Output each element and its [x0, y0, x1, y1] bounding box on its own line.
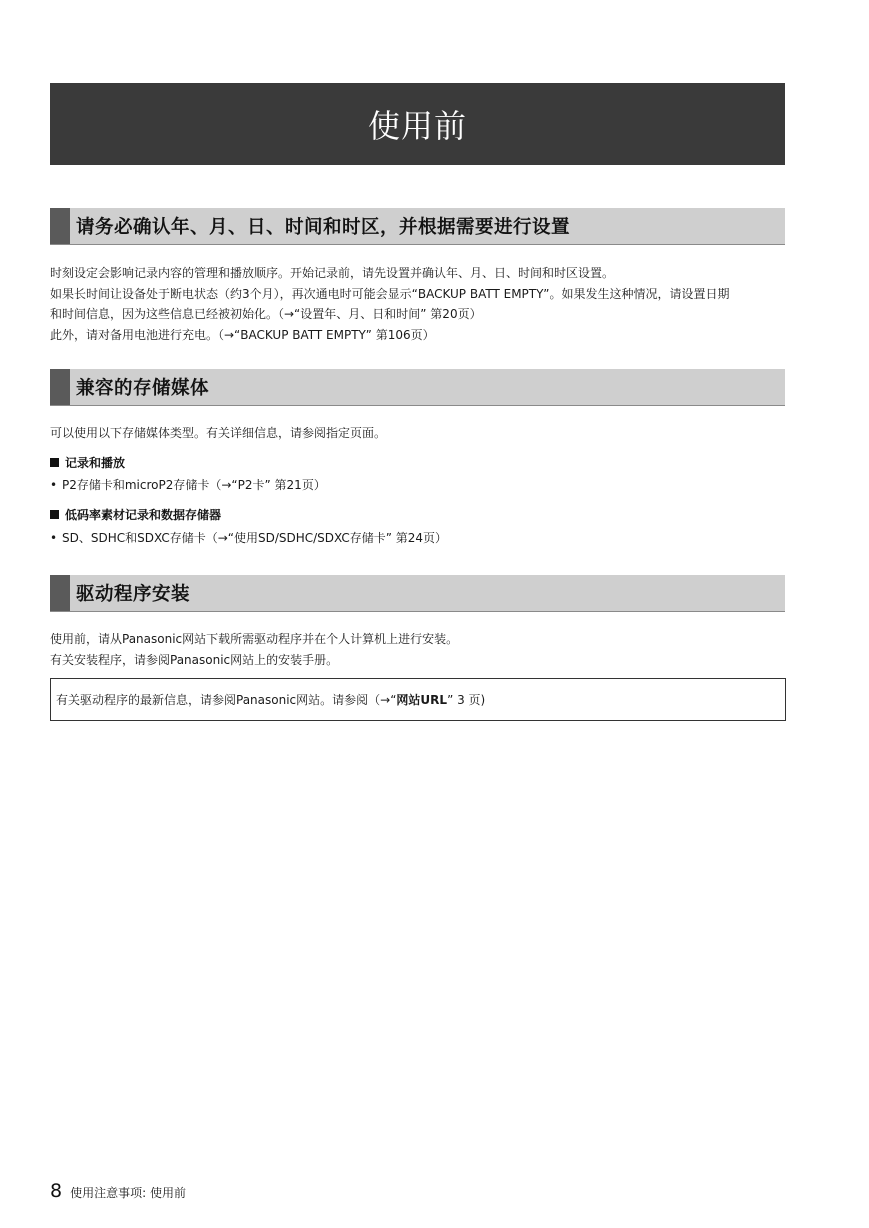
- footer-text: 使用注意事项: 使用前: [70, 1186, 186, 1200]
- bullet-dot-icon: •: [50, 530, 58, 545]
- section-intro-media: [50, 423, 790, 444]
- square-bullet-icon: [50, 458, 59, 467]
- note-box: [50, 678, 786, 721]
- body-line: 如果长时间让设备处于断电状态（约3个月），再次通电时可能会显示“BACKUP BATT EMPTY”。如果发生这种情况，请设置日期: [50, 286, 730, 301]
- section-body-driver: [50, 629, 790, 670]
- note-prefix: 有关驱动程序的最新信息，请参阅Panasonic网站。请参阅（→“: [56, 693, 397, 707]
- subheading-text: 记录和播放: [65, 456, 126, 470]
- list-item: [50, 529, 447, 546]
- section-heading: 驱动程序安装: [76, 584, 191, 605]
- subheading-proxy-data: [50, 506, 221, 523]
- page-title: [50, 83, 785, 165]
- body-line: 使用前，请从Panasonic网站下载所需驱动程序并在个人计算机上进行安装。: [50, 632, 459, 646]
- note-suffix: ” 3 页): [447, 693, 486, 707]
- body-line: 时刻设定会影响记录内容的管理和播放顺序。开始记录前，请先设置并确认年、月、日、时间和时区设置。: [50, 266, 615, 280]
- list-item: [50, 476, 326, 493]
- section-accent-bar: [50, 369, 70, 405]
- body-line: 可以使用以下存储媒体类型。有关详细信息，请参阅指定页面。: [50, 426, 387, 440]
- section-heading: 请务必确认年、月、日、时间和时区，并根据需要进行设置: [76, 217, 571, 238]
- section-accent-bar: [50, 208, 70, 244]
- page-number: 8: [50, 1180, 63, 1202]
- list-item-text: SD、SDHC和SDXC存储卡（→“使用SD/SDHC/SDXC存储卡” 第24页）: [62, 531, 448, 545]
- subheading-text: 低码率素材记录和数据存储器: [65, 508, 222, 522]
- website-url-link[interactable]: 网站URL: [396, 693, 448, 707]
- note-text: [56, 691, 485, 708]
- section-body-settings: [50, 263, 790, 345]
- list-item-text: P2存储卡和microP2存储卡（→“P2卡” 第21页）: [62, 478, 326, 492]
- subheading-record-playback: [50, 454, 125, 471]
- section-header-driver: [50, 575, 785, 612]
- section-heading: 兼容的存储媒体: [76, 378, 210, 399]
- square-bullet-icon: [50, 510, 59, 519]
- bullet-dot-icon: •: [50, 477, 58, 492]
- body-line: 有关安装程序，请参阅Panasonic网站上的安装手册。: [50, 652, 339, 667]
- section-header-settings: [50, 208, 785, 245]
- page-title-text: 使用前: [367, 107, 467, 145]
- section-accent-bar: [50, 575, 70, 611]
- body-line: 和时间信息，因为这些信息已经被初始化。（→“设置年、月、日和时间” 第20页）: [50, 307, 482, 321]
- section-header-media: [50, 369, 785, 406]
- body-line: 此外，请对备用电池进行充电。（→“BACKUP BATT EMPTY” 第106页）: [50, 327, 435, 342]
- page-footer: [50, 1180, 186, 1202]
